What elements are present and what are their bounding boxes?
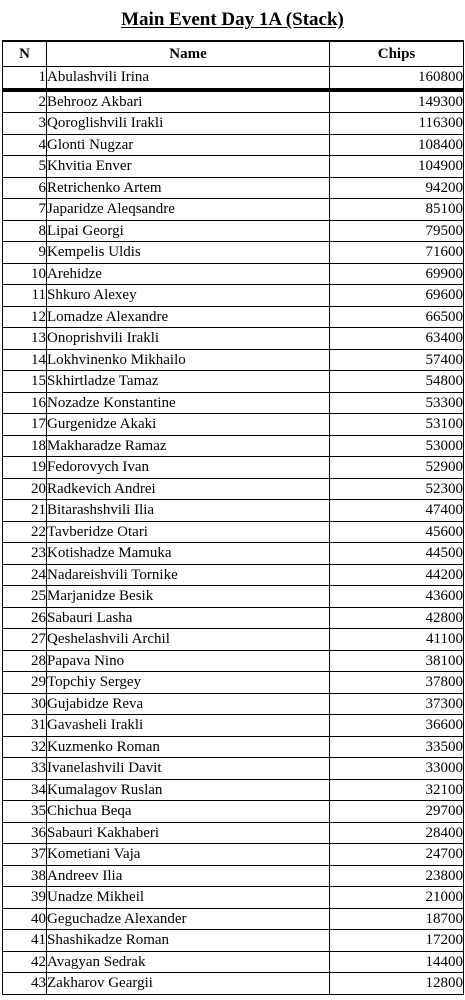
row-number: 7 (3, 199, 47, 221)
player-name: Sabauri Lasha (47, 607, 330, 629)
table-row (3, 392, 464, 414)
table-row (3, 715, 464, 737)
row-number: 21 (3, 500, 47, 522)
chip-count: 44500 (330, 543, 464, 565)
chip-count: 71600 (330, 242, 464, 264)
row-number: 26 (3, 607, 47, 629)
row-number: 39 (3, 887, 47, 909)
player-name: Avagyan Sedrak (47, 951, 330, 973)
table-row (3, 156, 464, 178)
header-chips: Chips (330, 41, 464, 67)
chip-count: 41100 (330, 629, 464, 651)
chip-count: 17200 (330, 930, 464, 952)
player-name: Ivanelashvili Davit (47, 758, 330, 780)
player-name: Unadze Mikheil (47, 887, 330, 909)
table-row (3, 199, 464, 221)
player-name: Sabauri Kakhaberi (47, 822, 330, 844)
player-name: Gujabidze Reva (47, 693, 330, 715)
row-number: 14 (3, 349, 47, 371)
table-row (3, 908, 464, 930)
table-row (3, 478, 464, 500)
chip-count: 29700 (330, 801, 464, 823)
chip-count: 63400 (330, 328, 464, 350)
player-name: Arehidze (47, 263, 330, 285)
row-number: 28 (3, 650, 47, 672)
chip-count: 42800 (330, 607, 464, 629)
row-number: 31 (3, 715, 47, 737)
row-number: 38 (3, 865, 47, 887)
row-number: 16 (3, 392, 47, 414)
row-number: 11 (3, 285, 47, 307)
chip-count: 37800 (330, 672, 464, 694)
player-name: Lipai Georgi (47, 220, 330, 242)
row-number: 17 (3, 414, 47, 436)
chip-count: 38100 (330, 650, 464, 672)
chip-count: 69900 (330, 263, 464, 285)
row-number: 20 (3, 478, 47, 500)
table-row (3, 134, 464, 156)
row-number: 2 (3, 90, 47, 113)
table-row (3, 263, 464, 285)
chip-count: 14400 (330, 951, 464, 973)
table-row (3, 67, 464, 90)
player-name: Kometiani Vaja (47, 844, 330, 866)
player-name: Nadareishvili Tornike (47, 564, 330, 586)
table-row (3, 629, 464, 651)
page-title (0, 8, 465, 32)
chip-count: 24700 (330, 844, 464, 866)
chip-count: 12800 (330, 973, 464, 995)
table-row (3, 435, 464, 457)
row-number: 40 (3, 908, 47, 930)
chip-count: 66500 (330, 306, 464, 328)
chip-count: 53100 (330, 414, 464, 436)
table-row (3, 113, 464, 135)
player-name: Gurgenidze Akaki (47, 414, 330, 436)
player-name: Gavasheli Irakli (47, 715, 330, 737)
chip-count: 37300 (330, 693, 464, 715)
chip-count: 85100 (330, 199, 464, 221)
row-number: 41 (3, 930, 47, 952)
row-number: 36 (3, 822, 47, 844)
player-name: Shashikadze Roman (47, 930, 330, 952)
player-name: Lomadze Alexandre (47, 306, 330, 328)
row-number: 42 (3, 951, 47, 973)
page-title-text: Main Event Day 1A (Stack) (121, 9, 344, 30)
player-name: Kumalagov Ruslan (47, 779, 330, 801)
table-row (3, 371, 464, 393)
chip-count: 53300 (330, 392, 464, 414)
player-name: Glonti Nugzar (47, 134, 330, 156)
row-number: 18 (3, 435, 47, 457)
player-name: Bitarashshvili Ilia (47, 500, 330, 522)
table-row (3, 887, 464, 909)
chip-count: 116300 (330, 113, 464, 135)
table-row (3, 650, 464, 672)
table-row (3, 801, 464, 823)
player-name: Abulashvili Irina (47, 67, 330, 90)
table-row (3, 242, 464, 264)
player-name: Andreev Ilia (47, 865, 330, 887)
chip-count: 18700 (330, 908, 464, 930)
chip-count: 32100 (330, 779, 464, 801)
chip-count: 94200 (330, 177, 464, 199)
table-row (3, 951, 464, 973)
player-name: Tavberidze Otari (47, 521, 330, 543)
chip-count: 21000 (330, 887, 464, 909)
chip-count: 108400 (330, 134, 464, 156)
table-row (3, 693, 464, 715)
row-number: 29 (3, 672, 47, 694)
table-row (3, 220, 464, 242)
table-row (3, 586, 464, 608)
player-name: Skhirtladze Tamaz (47, 371, 330, 393)
chip-count: 54800 (330, 371, 464, 393)
row-number: 19 (3, 457, 47, 479)
row-number: 33 (3, 758, 47, 780)
chip-count: 28400 (330, 822, 464, 844)
chip-count: 33000 (330, 758, 464, 780)
row-number: 23 (3, 543, 47, 565)
chip-count: 104900 (330, 156, 464, 178)
player-name: Behrooz Akbari (47, 90, 330, 113)
row-number: 13 (3, 328, 47, 350)
player-name: Retrichenko Artem (47, 177, 330, 199)
player-name: Fedorovych Ivan (47, 457, 330, 479)
player-name: Qeshelashvili Archil (47, 629, 330, 651)
table-row (3, 736, 464, 758)
row-number: 5 (3, 156, 47, 178)
row-number: 30 (3, 693, 47, 715)
chip-count-table (2, 40, 464, 995)
row-number: 22 (3, 521, 47, 543)
chip-count: 69600 (330, 285, 464, 307)
table-row (3, 457, 464, 479)
chip-count: 79500 (330, 220, 464, 242)
table-row (3, 414, 464, 436)
table-row (3, 177, 464, 199)
row-number: 34 (3, 779, 47, 801)
player-name: Papava Nino (47, 650, 330, 672)
table-row (3, 758, 464, 780)
player-name: Shkuro Alexey (47, 285, 330, 307)
player-name: Onoprishvili Irakli (47, 328, 330, 350)
row-number: 1 (3, 67, 47, 90)
table-row (3, 672, 464, 694)
table-row (3, 306, 464, 328)
table-row (3, 930, 464, 952)
row-number: 32 (3, 736, 47, 758)
player-name: Kuzmenko Roman (47, 736, 330, 758)
player-name: Radkevich Andrei (47, 478, 330, 500)
player-name: Makharadze Ramaz (47, 435, 330, 457)
row-number: 43 (3, 973, 47, 995)
header-n: N (3, 41, 47, 67)
chip-count: 57400 (330, 349, 464, 371)
player-name: Qoroglishvili Irakli (47, 113, 330, 135)
row-number: 4 (3, 134, 47, 156)
row-number: 3 (3, 113, 47, 135)
chip-count: 160800 (330, 67, 464, 90)
chip-count: 149300 (330, 90, 464, 113)
row-number: 8 (3, 220, 47, 242)
player-name: Khvitia Enver (47, 156, 330, 178)
table-row (3, 543, 464, 565)
table-body (3, 67, 464, 995)
chip-count: 52300 (330, 478, 464, 500)
header-name: Name (47, 41, 330, 67)
table-row (3, 822, 464, 844)
row-number: 12 (3, 306, 47, 328)
chip-count: 52900 (330, 457, 464, 479)
chip-count: 45600 (330, 521, 464, 543)
table-header-row (3, 41, 464, 67)
row-number: 6 (3, 177, 47, 199)
player-name: Zakharov Geargii (47, 973, 330, 995)
chip-count: 47400 (330, 500, 464, 522)
row-number: 9 (3, 242, 47, 264)
table-row (3, 865, 464, 887)
row-number: 24 (3, 564, 47, 586)
chip-count: 33500 (330, 736, 464, 758)
chip-count: 36600 (330, 715, 464, 737)
table-row (3, 564, 464, 586)
table-row (3, 285, 464, 307)
table-row (3, 844, 464, 866)
player-name: Geguchadze Alexander (47, 908, 330, 930)
player-name: Marjanidze Besik (47, 586, 330, 608)
row-number: 10 (3, 263, 47, 285)
row-number: 37 (3, 844, 47, 866)
player-name: Chichua Beqa (47, 801, 330, 823)
player-name: Lokhvinenko Mikhailo (47, 349, 330, 371)
row-number: 15 (3, 371, 47, 393)
player-name: Japaridze Aleqsandre (47, 199, 330, 221)
chip-count: 23800 (330, 865, 464, 887)
table-row (3, 349, 464, 371)
table-row (3, 973, 464, 995)
table-row (3, 328, 464, 350)
table-row (3, 500, 464, 522)
chip-count: 43600 (330, 586, 464, 608)
player-name: Kotishadze Mamuka (47, 543, 330, 565)
table-row (3, 521, 464, 543)
chip-count: 44200 (330, 564, 464, 586)
player-name: Topchiy Sergey (47, 672, 330, 694)
row-number: 27 (3, 629, 47, 651)
row-number: 25 (3, 586, 47, 608)
table-row (3, 607, 464, 629)
chip-count: 53000 (330, 435, 464, 457)
table-row (3, 779, 464, 801)
row-number: 35 (3, 801, 47, 823)
player-name: Kempelis Uldis (47, 242, 330, 264)
table-row (3, 90, 464, 113)
player-name: Nozadze Konstantine (47, 392, 330, 414)
